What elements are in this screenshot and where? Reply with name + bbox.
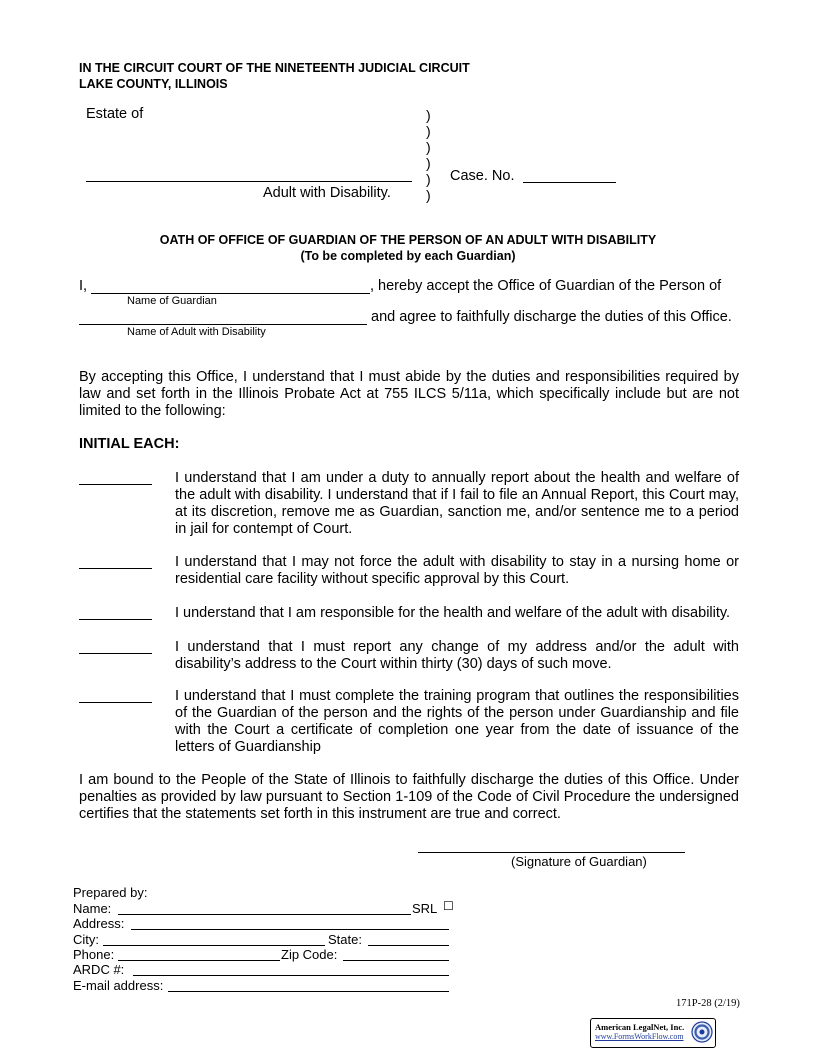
prepared-by-heading: Prepared by:	[73, 885, 148, 900]
paren: )	[426, 123, 431, 139]
name-of-adult-label: Name of Adult with Disability	[127, 326, 266, 338]
phone-line[interactable]	[118, 960, 280, 961]
zip-code-label: Zip Code:	[281, 947, 338, 962]
item-text-5: I understand that I must complete the training program that outlines the responsibilities of the Guardian of the person and the rights of the person under Guardianship and file with the Court a certificate of completion one year from the date of issuance of the letters of Guardianship	[175, 688, 739, 755]
caption-parentheses	[426, 107, 431, 203]
form-subtitle: (To be completed by each Guardian)	[300, 249, 516, 263]
oath-accept-text: , hereby accept the Office of Guardian of the Person of	[370, 278, 722, 294]
ardc-line[interactable]	[133, 975, 449, 976]
court-name: IN THE CIRCUIT COURT OF THE NINETEENTH JUDICIAL CIRCUIT	[79, 61, 470, 75]
initial-line-1[interactable]	[79, 484, 152, 485]
intro-paragraph: By accepting this Office, I understand that I must abide by the duties and responsibilities required by law and set forth in the Illinois Probate Act at 755 ILCS 5/11a, which specifically include but are not limited to the following:	[79, 369, 739, 419]
city-label: City:	[73, 932, 99, 947]
initial-each-heading: INITIAL EACH:	[79, 436, 180, 452]
guardian-name-line[interactable]	[91, 293, 370, 294]
paren: )	[426, 187, 431, 203]
county-name: LAKE COUNTY, ILLINOIS	[79, 77, 228, 91]
zip-code-line[interactable]	[343, 960, 449, 961]
signature-line[interactable]	[418, 852, 685, 853]
case-no-label: Case. No.	[450, 168, 515, 184]
email-line[interactable]	[168, 991, 449, 992]
case-no-line[interactable]	[523, 182, 616, 183]
logo-website[interactable]: www.FormsWorkFlow.com	[595, 1032, 684, 1041]
phone-label: Phone:	[73, 947, 115, 962]
address-line[interactable]	[131, 929, 449, 930]
initial-line-4[interactable]	[79, 653, 152, 654]
oath-i-prefix: I,	[79, 278, 88, 294]
item-text-4: I understand that I must report any change of my address and/or the adult with disability’s address to the Court within thirty (30) days of such move.	[175, 639, 739, 672]
oath-agree-text: and agree to faithfully discharge the duties of this Office.	[371, 309, 732, 325]
estate-of-label: Estate of	[86, 106, 144, 122]
court-header	[79, 60, 470, 92]
srl-label: SRL	[412, 901, 438, 916]
name-label: Name:	[73, 901, 112, 916]
bound-paragraph: I am bound to the People of the State of Illinois to faithfully discharge the duties of this Office. Under penalties as provided by law pursuant to Section 1-109 of the Code of Civil Procedure the undersigned certifies that the statements set forth in this instrument are true and correct.	[79, 772, 739, 822]
form-code: 171P-28 (2/19)	[676, 998, 740, 1009]
paren: )	[426, 107, 431, 123]
paren: )	[426, 171, 431, 187]
state-line[interactable]	[368, 945, 449, 946]
srl-checkbox[interactable]: ☐	[443, 899, 454, 913]
email-label: E-mail address:	[73, 978, 164, 993]
item-text-1: I understand that I am under a duty to annually report about the health and welfare of the adult with disability. I understand that if I fail to file an Annual Report, this Court may, at its discretion, remove me as Guardian, sanction me, and/or sentence me to a period in jail for contempt of Court.	[175, 470, 739, 537]
american-legalnet-logo[interactable]	[590, 1018, 716, 1048]
globe-icon	[691, 1021, 713, 1043]
item-text-2: I understand that I may not force the adult with disability to stay in a nursing home or residential care facility without specific approval by this Court.	[175, 554, 739, 587]
logo-company-name: American LegalNet, Inc.	[595, 1022, 685, 1032]
adult-name-line[interactable]	[79, 324, 367, 325]
paren: )	[426, 155, 431, 171]
state-label: State:	[328, 932, 362, 947]
ardc-label: ARDC #:	[73, 962, 125, 977]
initial-line-2[interactable]	[79, 568, 152, 569]
form-title: OATH OF OFFICE OF GUARDIAN OF THE PERSON OF AN ADULT WITH DISABILITY	[159, 233, 657, 247]
initial-line-5[interactable]	[79, 702, 152, 703]
adult-with-disability-label: Adult with Disability.	[263, 185, 391, 201]
item-text-3: I understand that I am responsible for the health and welfare of the adult with disability.	[175, 605, 731, 621]
paren: )	[426, 139, 431, 155]
city-line[interactable]	[103, 945, 325, 946]
preparer-name-line[interactable]	[118, 914, 411, 915]
name-of-guardian-label: Name of Guardian	[127, 295, 217, 307]
estate-name-line[interactable]	[86, 181, 412, 182]
initial-line-3[interactable]	[79, 619, 152, 620]
address-label: Address:	[73, 916, 125, 931]
signature-label: (Signature of Guardian)	[511, 854, 647, 869]
